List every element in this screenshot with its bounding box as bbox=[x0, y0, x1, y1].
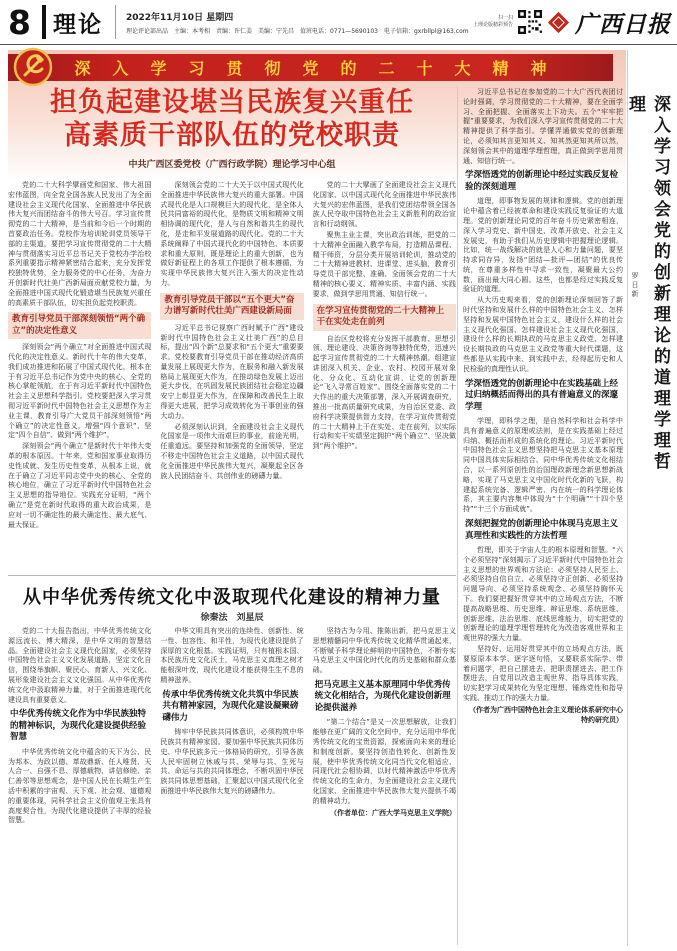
main-byline: 中共广西区委党校（广西行政学院）理论学习中心组 bbox=[128, 160, 336, 170]
header-divider-thick bbox=[42, 5, 46, 39]
main-headline-line2: 高素质干部队伍的党校职责 bbox=[64, 120, 400, 151]
column-subhead: 学深悟透党的创新理论中在实践基础上经过归纳概括而得出的具有普遍意义的深邃学理 bbox=[465, 378, 619, 412]
body-paragraph: 习近平总书记在参加党的二十大广西代表团讨论时强调，学习贯彻党的二十大精神，要在全面学习、全面把握、全面落实上下功夫。五个“牢牢把握”重要要求，为我们深入学习宣传贯彻党的二十大精神提供了科学指引。学懂弄通做实党的创新理论，必须知其言更知其义、知其然更知其所以然，深刻领会其中的道理学理哲理，真正做到学思用贯通、知信行统一。 bbox=[463, 88, 623, 165]
column-subhead: 学深悟透党的创新理论中经过实践反复检验的深刻道理 bbox=[465, 170, 619, 192]
body-paragraph: 必须深刻认识到，全面建设社会主义现代化国家是一项伟大而艰巨的事业，前途光明，任重道远。要坚持和加强党的全面领导，坚定不移走中国特色社会主义道路，以中国式现代化全面推进中华民族伟大复兴，凝聚起全区各族人民团结奋斗、共创伟业的磅礴力量。 bbox=[160, 422, 304, 480]
column-subhead: 教育引导党员干部深刻领悟“两个确立”的决定性意义 bbox=[8, 312, 151, 339]
brand-diamond-icon bbox=[548, 11, 569, 32]
bottom-article-column-1 bbox=[8, 627, 151, 945]
qr-code-icon bbox=[518, 10, 542, 34]
main-headline-line1: 担负起建设堪当民族复兴重任 bbox=[50, 87, 414, 118]
body-paragraph: 道理，即事物发展的规律和逻辑。党的创新理论中蕴含着已经被革命和建设实践反复验证的大道理。党的创新理论同党的百年奋斗历史紧密相连，深入学习党史、新中国史、改革开放史、社会主义发展史，有助于我们从历史逻辑中把握理论逻辑。比如，统一战线解决的就是人心和力量问题，要坚持求同存异，发扬“团结—批评—团结”的优良传统，在尊重多样性中寻求一致性，凝聚最大公约数，画出最大同心圆。这些，也都是经过实践反复验证的道理。 bbox=[463, 197, 623, 294]
page-header bbox=[0, 0, 677, 45]
body-paragraph: 学理，即科学之理，是自然科学和社会科学中具有普遍意义的原理或法则，是在实践基础上经过归纳、概括而形成的系统化的理论。习近平新时代中国特色社会主义思想坚持把马克思主义基本原理同中国具体实际相结合、同中华优秀传统文化相结合，以一系列原创性的治国理政新理念新思想新战略，实现了马克思主义中国化时代化新的飞跃，构建起系统完备、逻辑严密、内在统一的科学理论体系，其主要内容集中体现为“十个明确”“十四个坚持”“十三个方面成就”。 bbox=[463, 417, 623, 514]
main-headline bbox=[8, 86, 456, 152]
party-emblem-icon bbox=[13, 47, 53, 87]
masthead-logo: 广西日报 bbox=[575, 10, 671, 38]
body-paragraph: 党的二十大科学擘画党和国家、伟大祖国宏伟蓝图，向全党全国各族人民发出了为全面建设社会主义现代化国家、全面推进中华民族伟大复兴而团结奋斗的伟大号召。学习宣传贯彻党的二十大精神，是当前和今后一个时期的首要政治任务。党校作为培训轮训党员领导干部的主渠道，要把学习宣传贯彻党的二十大精神与贯彻落实习近平总书记关于党校办学治校系列重要指示精神紧密结合起来，充分发挥党校独特优势，全力服务党的中心任务，为奋力开创新时代壮美广西新局面贡献党校力量，为全面推进中国式现代化锻造堪当民族复兴重任的高素质干部队伍，切实担负起党校职责。 bbox=[8, 181, 152, 307]
body-paragraph: 中华优秀传统文化中蕴含的天下为公、民为邦本、为政以德、革故鼎新、任人唯贤、天人合一、自强不息、厚德载物、讲信修睦、亲仁善邻等思想观念，是中国人民在长期生产生活中积累的宇宙观、天下观、社会观、道德观的重要体现，同科学社会主义价值观主张具有高度契合性，为现代化建设提供了丰厚的经验智慧。 bbox=[8, 747, 152, 825]
body-paragraph: 从大历史观来看，党的创新理论深刻回答了新时代坚持和发展什么样的中国特色社会主义、怎样坚持和发展中国特色社会主义，建设什么样的社会主义现代化强国、怎样建设社会主义现代化强国，建设什么样的长期执政的马克思主义政党、怎样建设长期执政的马克思主义政党等重大时代课题，这些都是从实践中来、到实践中去，经得起历史和人民检验的真理性认识。 bbox=[463, 296, 623, 373]
page-number: 8 bbox=[8, 2, 31, 42]
body-paragraph: 深刻领会“两个确立”是新时代十年伟大变革的根本原因。十年来，党和国家事业取得历史性成就、发生历史性变革，从根本上说，就在于确立了习近平同志党中央的核心、全党的核心地位，确立了习近平新时代中国特色社会主义思想的指导地位。实践充分证明，“两个确立”是党在新时代取得的重大政治成果，是应对一切不确定性的最大确定性、最大底气、最大保证。 bbox=[8, 442, 152, 529]
body-paragraph: 党的二十大擘画了全面建设社会主义现代化国家、以中国式现代化全面推进中华民族伟大复兴的宏伟蓝图，是我们党团结带领全国各族人民夺取中国特色社会主义新胜利的政治宣言和行动纲领。 bbox=[312, 181, 456, 229]
body-paragraph: “第二个结合”是又一次思想解放，让我们能够在更广阔的文化空间中，充分运用中华优秀传统文化的宝贵资源，探索面向未来的理论和制度创新。要坚持创造性转化、创新性发展，使中华优秀传统文化同当代文化相适应、同现代社会相协调，以时代精神激活中华优秀传统文化的生命力，为全面建设社会主义现代化国家、全面推进中华民族伟大复兴提供不竭的精神动力。 bbox=[312, 718, 456, 805]
bottom-article-column-3 bbox=[313, 627, 456, 945]
column-subhead: 深刻把握党的创新理论中体现马克思主义真理性和实践性的方法哲理 bbox=[465, 519, 619, 541]
column-subhead: 教育引导党员干部以“五个更大”奋力谱写新时代壮美广西建设新局面 bbox=[160, 293, 303, 320]
section-divider bbox=[8, 575, 456, 576]
publication-date: 2022年11月10日 星期四 bbox=[125, 12, 234, 23]
section-name: 理论 bbox=[52, 11, 103, 38]
header-divider-thin bbox=[115, 5, 116, 39]
body-paragraph: 深刻领会“两个确立”对全面推进中国式现代化的决定性意义。新时代十年的伟大变革，我们成功推进和拓展了中国式现代化，根本在于有习近平总书记作为党中央的核心、全党的核心掌舵领航，在于有习近平新时代中国特色社会主义思想科学指引。党校要把深入学习贯彻习近平新时代中国特色社会主义思想作为主业主课，教育引导广大党员干部深刻领悟“两个确立”的决定性意义，增强“四个意识”、坚定“四个自信”、做到“两个维护”。 bbox=[8, 343, 152, 440]
column-subhead: 把马克思主义基本原理同中华优秀传统文化相结合，为现代化建设创新理论提供滋养 bbox=[314, 679, 451, 713]
main-article-column-2 bbox=[160, 181, 303, 569]
column-subhead: 在学习宣传贯彻党的二十大精神上干在实处走在前列 bbox=[313, 304, 456, 331]
right-article-body bbox=[463, 88, 623, 944]
main-article-column-1 bbox=[8, 181, 151, 569]
header-right bbox=[473, 6, 671, 39]
theme-banner bbox=[8, 54, 613, 81]
main-article-columns bbox=[8, 181, 456, 569]
author-credit: （作者单位：广西大学马克思主义学院） bbox=[329, 808, 456, 817]
body-paragraph: 坚持古为今用、推陈出新，把马克思主义思想精髓同中华优秀传统文化精华贯通起来，不断赋予科学理论鲜明的中国特色，不断夯实马克思主义中国化时代化的历史基础和群众基础。 bbox=[312, 627, 456, 675]
right-article-author: 罗日新 bbox=[631, 272, 639, 299]
body-paragraph: 铸牢中华民族共同体意识，必须构筑中华民族共有精神家园。要加强中华民族共同体历史、中华民族多元一体格局的研究，引导各族人民牢固树立休戚与共、荣辱与共、生死与共、命运与共的共同体理念，不断巩固中华民族共同体思想基础，汇聚起以中国式现代化全面推进中华民族伟大复兴的磅礴伟力。 bbox=[160, 728, 304, 795]
body-paragraph: 自治区党校将充分发挥干部教育、思想引领、理论建设、决策咨询等独特优势，迅速兴起学习宣传贯彻党的二十大精神热潮。组建宣讲团深入机关、企业、农村、校园开展对象化、分众化、互动化宣讲，让党的创新理论“飞入寻常百姓家”。围绕全面落实党的二十大作出的重大决策部署，深入开展调查研究，推出一批高质量研究成果，为自治区党委、政府科学决策提供智力支持，在学习宣传贯彻党的二十大精神上干在实处、走在前列，以实际行动和实干实绩坚定拥护“两个确立”、坚决做到“两个维护”。 bbox=[312, 334, 456, 451]
main-article-column-3 bbox=[313, 181, 456, 569]
column-rule-left bbox=[457, 86, 458, 945]
body-paragraph: 党的二十大报告指出，中华优秀传统文化源远流长、博大精深，是中华文明的智慧结晶。全面建设社会主义现代化国家，必须坚持中国特色社会主义文化发展道路，坚定文化自信，围绕举旗帜、聚民心、育新人、兴文化、展形象建设社会主义文化强国。从中华优秀传统文化中汲取精神力量，对于全面推进现代化建设具有重要意义。 bbox=[8, 627, 152, 704]
body-paragraph: 坚持好、运用好贯穿其中的立场观点方法，既要原原本本学、逐字逐句悟，又要联系实际学、带着问题学，把自己摆进去、把职责摆进去、把工作摆进去，自觉用以改造主观世界、指导具体实践，切实把学习成果转化为坚定理想、锤炼党性和指导实践、推动工作的强大力量。 bbox=[463, 644, 623, 702]
body-paragraph: 聚焦主业主课，突出政治训练，把党的二十大精神全面融入教学布局，打造精品课程、精干师资，分层分类开展培训轮训，推动党的二十大精神进教材、进课堂、进头脑，教育引导党员干部完整、准确、全面领会党的二十大精神的核心要义、精神实质、丰富内涵、实践要求，做到学思用贯通、知信行统一。 bbox=[312, 230, 456, 298]
right-article-title: 深入学习领会党的创新理论的道理学理哲理 bbox=[625, 95, 670, 473]
column-subhead: 中华优秀传统文化作为中华民族独特的精神标识，为现代化建设提供经验智慧 bbox=[10, 709, 147, 743]
body-paragraph: 中华文明具有突出的连续性、创新性、统一性、包容性、和平性，为现代化建设提供了深厚的文化根基。实践证明，只有植根本国、本民族历史文化沃土，马克思主义真理之树才能根深叶茂，现代化建设才能获得生生不息的精神滋养。 bbox=[160, 627, 304, 684]
theme-banner-text: 深入学习贯彻党的二十大精神 bbox=[74, 59, 569, 78]
body-paragraph: 深刻领会党的二十大关于以中国式现代化全面推进中华民族伟大复兴的重大部署。中国式现代化是人口规模巨大的现代化，是全体人民共同富裕的现代化，是物质文明和精神文明相协调的现代化，是人与自然和谐共生的现代化，是走和平发展道路的现代化。党的二十大系统阐释了中国式现代化的中国特色、本质要求和重大原则，既是理论上的重大创新，也为做好新征程上的各项工作提供了根本遵循，为实现中华民族伟大复兴注入强大的决定性动力。 bbox=[160, 181, 304, 287]
body-paragraph: 哲理，即关于宇宙人生的根本原理和智慧。“六个必须坚持”深刻揭示了习近平新时代中国特色社会主义思想的世界观和方法论：必须坚持人民至上、必须坚持自信自立、必须坚持守正创新、必须坚持问题导向、必须坚持系统观念、必须坚持胸怀天下。我们要把握好贯穿其中的立场观点方法，不断提高战略思维、历史思维、辩证思维、系统思维、创新思维、法治思维、底线思维能力，切实把党的创新理论的道理学理哲理转化为改造客观世界和主观世界的强大力量。 bbox=[463, 545, 623, 643]
qr-caption: 扫一扫 上理论版精彩预告 bbox=[472, 14, 513, 28]
column-subhead: 传承中华优秀传统文化共筑中华民族共有精神家园，为现代化建设凝聚磅礴伟力 bbox=[162, 689, 299, 723]
staff-line: 理论评论部出品 主编：本考相 责编：许仁姜 美编：宁先昌 值班电话：0771—5690103 电子信箱：gxrbllpl@163.com bbox=[125, 27, 469, 35]
author-credit: （作者为广西中国特色社会主义理论体系研究中心特约研究员） bbox=[469, 705, 623, 724]
body-paragraph: 习近平总书记视察广西时赋予广西“建设新时代中国特色社会主义壮美广西”的总目标，提出“四个新”总要求和“五个更大”重要要求。党校要教育引导党员干部在推动经济高质量发展上展现更大作为，在服务和融入新发展格局上展现更大作为，在推动绿色发展上迈出更大步伐，在巩固发展民族团结社会稳定边疆安宁上彰显更大作为，在保障和改善民生上取得更大进展，把学习成效转化为干事创业的强大动力。 bbox=[160, 323, 304, 420]
right-article-title-strip bbox=[625, 50, 677, 946]
bottom-article-headline: 从中华优秀传统文化中汲取现代化建设的精神力量 bbox=[23, 587, 441, 608]
bottom-article-authors: 徐秦法 刘星辰 bbox=[200, 613, 264, 623]
header-info bbox=[126, 10, 473, 35]
bottom-article-column-2 bbox=[160, 627, 303, 945]
bottom-article-columns bbox=[8, 627, 456, 945]
